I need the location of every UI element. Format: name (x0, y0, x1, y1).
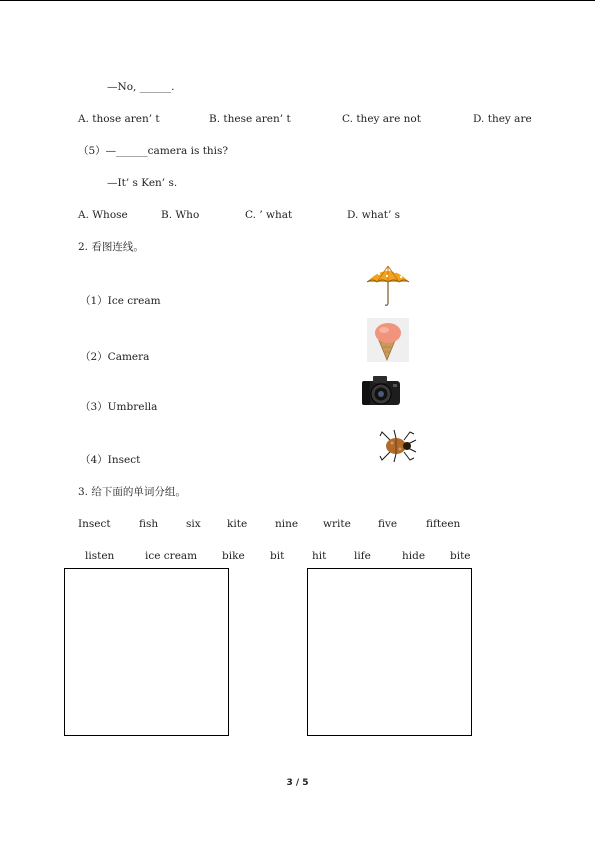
q4-answer-line: —No, ______. (107, 81, 175, 93)
q5-option-b: B. Who (161, 209, 200, 221)
page-number: 3 / 5 (286, 778, 309, 788)
q4-option-a: A. those aren’ t (78, 113, 160, 125)
match-item-ice-cream: （1）Ice cream (80, 295, 161, 307)
section3-title: 3. 给下面的单词分组。 (78, 486, 186, 498)
section2-title: 2. 看图连线。 (78, 241, 144, 253)
q4-option-d: D. they are (473, 113, 532, 125)
match-item-camera: （2）Camera (80, 351, 150, 363)
word-bite: bite (450, 550, 471, 562)
answer-box-left[interactable] (64, 568, 229, 736)
word-life: life (354, 550, 371, 562)
word-bit: bit (270, 550, 285, 562)
word-fish: fish (139, 518, 159, 530)
match-item-insect: （4）Insect (80, 454, 141, 466)
word-six: six (186, 518, 201, 530)
word-write: write (323, 518, 351, 530)
word-hide: hide (402, 550, 426, 562)
word-listen: listen (85, 550, 115, 562)
word-kite: kite (227, 518, 248, 530)
umbrella-picture (365, 262, 411, 306)
word-nine: nine (275, 518, 299, 530)
q5-answer: —It’ s Ken’ s. (107, 177, 178, 189)
word-bike: bike (222, 550, 245, 562)
q5-question: （5）—______camera is this? (78, 145, 229, 157)
q5-option-a: A. Whose (78, 209, 128, 221)
q4-option-c: C. they are not (342, 113, 421, 125)
insect-picture (378, 428, 418, 464)
answer-box-right[interactable] (307, 568, 472, 736)
q5-option-c: C. ’ what (245, 209, 293, 221)
word-fifteen: fifteen (426, 518, 461, 530)
camera-picture (359, 373, 403, 411)
word-five: five (378, 518, 398, 530)
ice-cream-picture (367, 318, 409, 362)
word-insect: Insect (78, 518, 111, 530)
match-item-umbrella: （3）Umbrella (80, 401, 158, 413)
word-ice-cream: ice cream (145, 550, 198, 562)
page-top-rule (0, 0, 595, 1)
q4-option-b: B. these aren’ t (209, 113, 291, 125)
q5-option-d: D. what’ s (347, 209, 401, 221)
word-hit: hit (312, 550, 327, 562)
